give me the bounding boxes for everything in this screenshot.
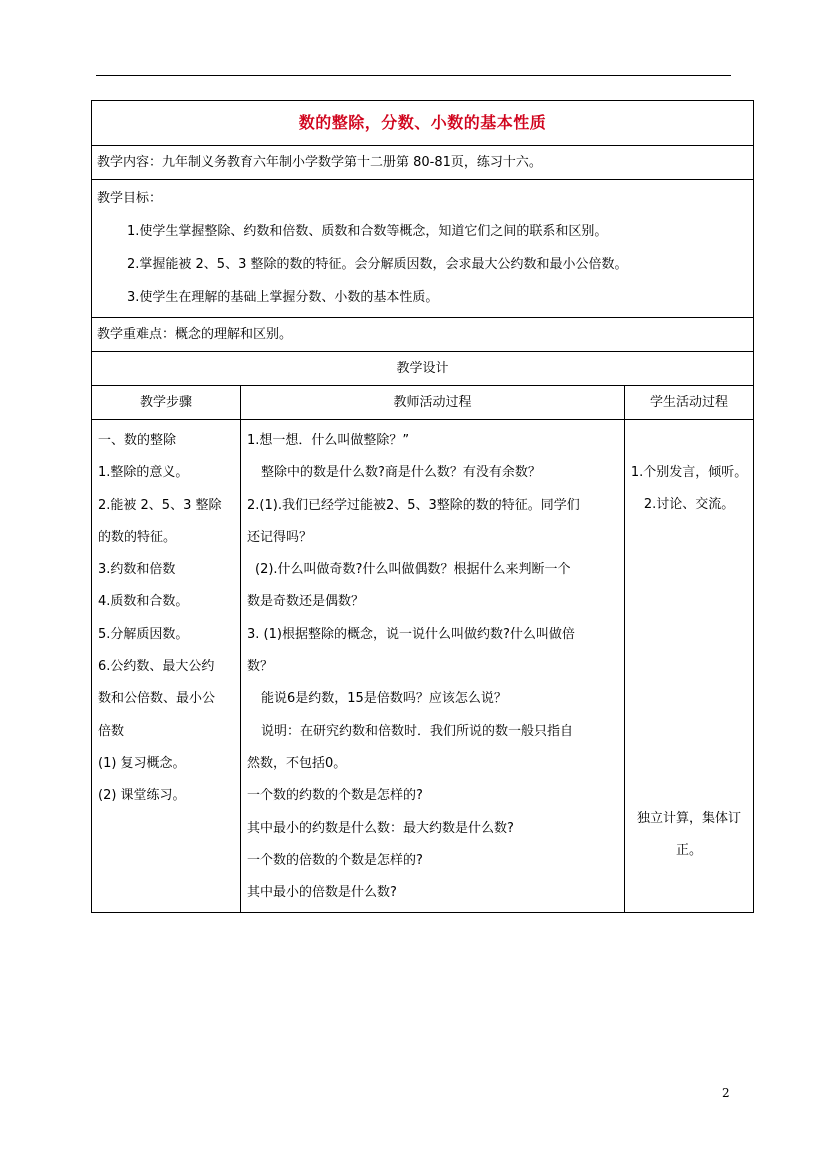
goal-item: 2.掌握能被 2、5、3 整除的数的特征。会分解质因数，会求最大公约数和最小公倍数。 — [127, 257, 628, 272]
column-header-teacher: 教师活动过程 — [241, 386, 625, 420]
teacher-line: 3. (1)根据整除的概念，说一说什么叫做约数?什么叫做倍 — [247, 626, 575, 642]
step-line: 5.分解质因数。 — [98, 626, 189, 642]
teacher-line: 说明：在研究约数和倍数时．我们所说的数一般只指自 — [261, 723, 574, 739]
content-row — [92, 146, 754, 180]
lesson-plan-table — [91, 100, 754, 913]
step-line: 4.质数和合数。 — [98, 594, 189, 610]
goals-heading: 教学目标： — [97, 191, 163, 206]
goals-row — [92, 180, 754, 318]
teacher-line: 然数，不包括0。 — [247, 755, 347, 771]
step-line: 的数的特征。 — [98, 529, 177, 545]
teacher-line: 一个数的倍数的个数是怎样的? — [247, 852, 423, 868]
teacher-line: 1.想一想．什么叫做整除？” — [247, 433, 410, 448]
teacher-cell — [241, 420, 625, 913]
teacher-line: 还记得吗？ — [247, 529, 313, 545]
step-line: 一、数的整除 — [98, 433, 177, 448]
step-line: (1) 复习概念。 — [98, 755, 186, 771]
column-header-student: 学生活动过程 — [625, 386, 754, 420]
page-number: 2 — [722, 1086, 730, 1100]
teacher-line: 整除中的数是什么数?商是什么数？有没有余数？ — [261, 465, 541, 481]
teacher-line: 数是奇数还是偶数？ — [247, 594, 365, 610]
document-title: 数的整除，分数、小数的基本性质 — [298, 112, 547, 132]
teacher-line: (2).什么叫做奇数?什么叫做偶数？根据什么来判断一个 — [255, 562, 571, 578]
teacher-line: 数？ — [247, 659, 274, 675]
student-line: 正。 — [676, 842, 703, 858]
steps-cell — [92, 420, 241, 913]
header-rule — [96, 75, 731, 76]
student-line: 独立计算，集体订 — [637, 810, 742, 826]
teacher-line: 一个数的约数的个数是怎样的? — [247, 788, 423, 804]
teacher-line: 2.(1).我们已经学过能被2、5、3整除的数的特征。同学们 — [247, 497, 580, 513]
goal-item: 3.使学生在理解的基础上掌握分数、小数的基本性质。 — [127, 290, 439, 305]
teacher-line: 其中最小的约数是什么数：最大约数是什么数? — [247, 820, 514, 836]
design-heading: 教学设计 — [92, 352, 754, 386]
step-line: (2) 课堂练习。 — [98, 788, 186, 804]
teacher-line: 其中最小的倍数是什么数? — [247, 885, 397, 901]
body-row — [92, 420, 754, 913]
column-header-steps: 教学步骤 — [92, 386, 241, 420]
key-points-row — [92, 318, 754, 352]
student-cell — [625, 420, 754, 913]
student-line: 1.个别发言，倾听。 — [630, 465, 748, 480]
design-row — [92, 352, 754, 386]
student-line: 2.讨论、交流。 — [643, 497, 735, 513]
title-row — [92, 101, 754, 146]
spacer — [627, 522, 751, 803]
step-line: 倍数 — [98, 723, 125, 739]
step-line: 数和公倍数、最小公 — [98, 691, 216, 707]
step-line: 6.公约数、最大公约 — [98, 659, 215, 675]
key-points: 教学重难点：概念的理解和区别。 — [92, 318, 754, 352]
column-header-row — [92, 386, 754, 420]
step-line: 3.约数和倍数 — [98, 562, 176, 578]
goal-item: 1.使学生掌握整除、约数和倍数、质数和合数等概念，知道它们之间的联系和区别。 — [127, 224, 608, 239]
teaching-content: 教学内容：九年制义务教育六年制小学数学第十二册第 80-81页，练习十六。 — [92, 146, 754, 180]
teacher-line: 能说6是约数，15是倍数吗？应该怎么说？ — [261, 691, 507, 707]
step-line: 2.能被 2、5、3 整除 — [98, 497, 222, 513]
title-cell — [92, 101, 754, 146]
step-line: 1.整除的意义。 — [98, 465, 189, 481]
teaching-goals — [92, 180, 754, 318]
